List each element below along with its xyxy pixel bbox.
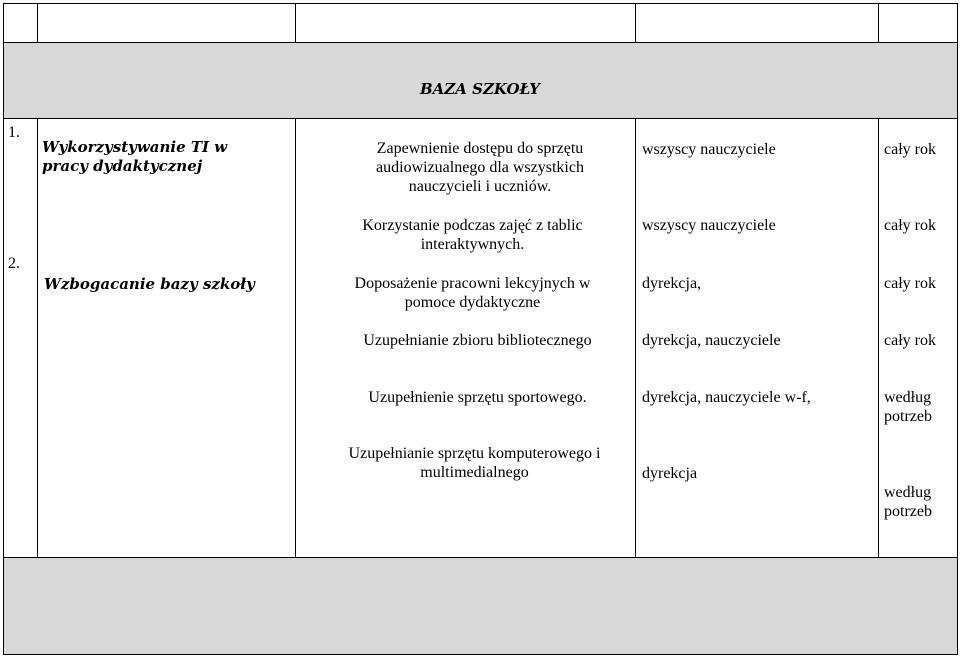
area-name: Wykorzystywanie TI w pracy dydaktycznej xyxy=(42,138,228,175)
deadline-text: cały rok xyxy=(884,332,936,349)
bottom-band xyxy=(4,558,958,654)
table-border-left xyxy=(3,3,4,655)
table-border-bottom xyxy=(3,654,958,655)
responsible-text: wszyscy nauczyciele xyxy=(642,217,776,234)
deadline-text: według potrzeb xyxy=(884,389,932,425)
deadline-text: cały rok xyxy=(884,275,936,292)
task-text: Korzystanie podczas zajęć z tablic interaktywnych. xyxy=(362,217,583,253)
col-sep-4 xyxy=(878,3,879,43)
table-border-body-bottom xyxy=(3,557,958,558)
table-border-right xyxy=(957,3,958,655)
responsible-text: dyrekcja xyxy=(642,465,698,482)
task-text: Zapewnienie dostępu do sprzętu audiowizualnego dla wszystkich nauczycieli i uczniów. xyxy=(376,140,584,195)
task-text: Uzupełnienie sprzętu sportowego. xyxy=(368,389,587,406)
col-sep-2-body xyxy=(295,118,296,558)
col-sep-2 xyxy=(295,3,296,43)
section-title: BAZA SZKOŁY xyxy=(419,80,540,98)
responsible-text: dyrekcja, nauczyciele xyxy=(642,332,781,349)
row-number: 2. xyxy=(8,255,20,272)
task-text: Uzupełnianie sprzętu komputerowego i multimedialnego xyxy=(348,445,601,481)
table-border-header-top xyxy=(3,42,958,43)
table-border-top xyxy=(3,3,958,4)
col-sep-4-body xyxy=(878,118,879,558)
responsible-text: dyrekcja, xyxy=(642,275,702,292)
task-text: Uzupełnianie zbioru bibliotecznego xyxy=(363,332,592,349)
task-text: Doposażenie pracowni lekcyjnych w pomoce dydaktyczne xyxy=(354,275,591,311)
deadline-text: według potrzeb xyxy=(884,484,932,520)
row-number: 1. xyxy=(8,124,20,141)
col-sep-1-body xyxy=(37,118,38,558)
deadline-text: cały rok xyxy=(884,141,936,158)
table-border-header-bottom xyxy=(3,118,958,119)
area-name: Wzbogacanie bazy szkoły xyxy=(44,275,255,293)
col-sep-3-body xyxy=(635,118,636,558)
deadline-text: cały rok xyxy=(884,217,936,234)
responsible-text: wszyscy nauczyciele xyxy=(642,141,776,158)
responsible-text: dyrekcja, nauczyciele w-f, xyxy=(642,389,811,406)
col-sep-1 xyxy=(37,3,38,43)
col-sep-3 xyxy=(635,3,636,43)
